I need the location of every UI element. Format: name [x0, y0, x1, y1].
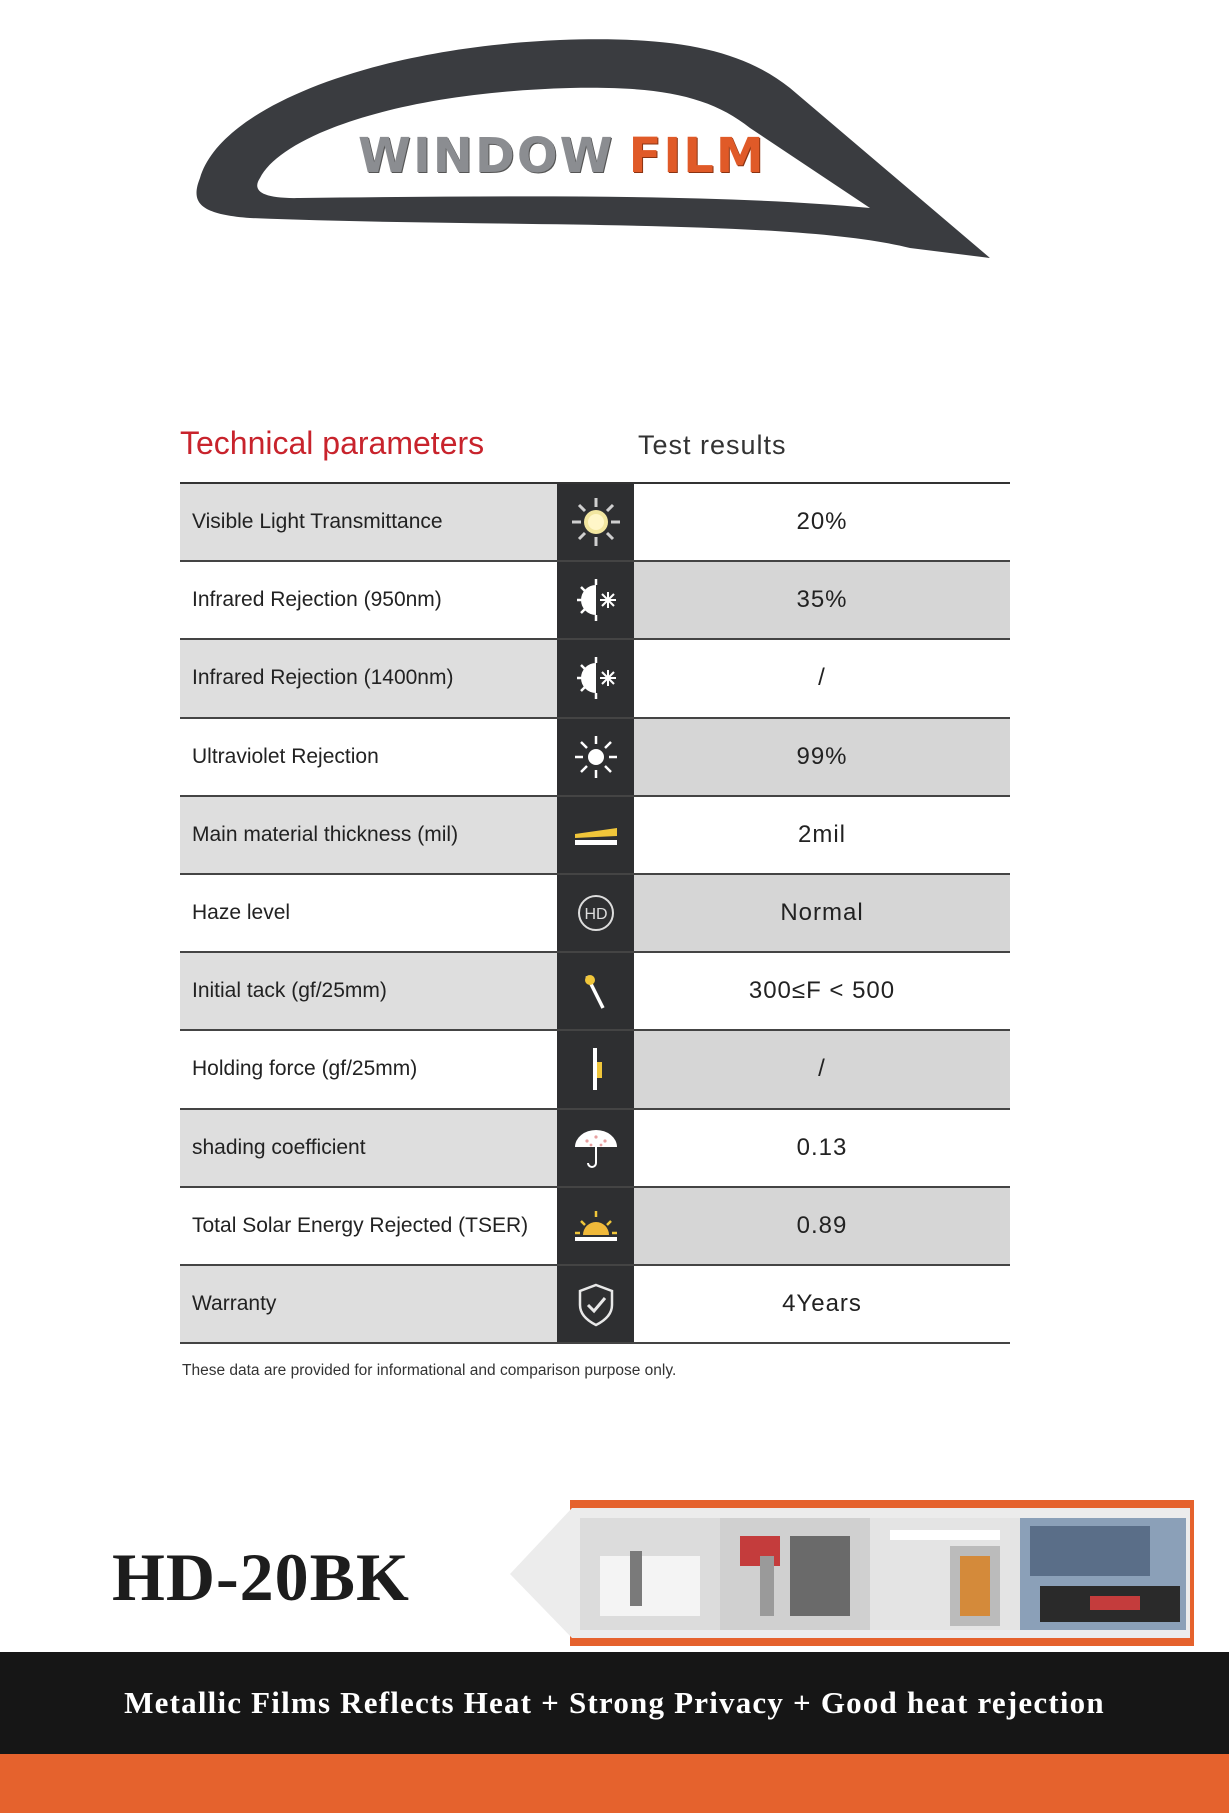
sun-snow-icon [557, 562, 634, 638]
tagline-text: Metallic Films Reflects Heat + Strong Privacy + Good heat rejection [124, 1685, 1105, 1720]
sun-rays-icon [557, 719, 634, 795]
row-value: 300≤F < 500 [634, 953, 1010, 1029]
table-row [180, 953, 1010, 1031]
sun-snow-icon [557, 640, 634, 716]
technical-parameters-heading: Technical parameters [180, 425, 485, 461]
table-row [180, 484, 1010, 562]
row-label: Ultraviolet Rejection [180, 719, 557, 795]
tagline-bar [0, 1652, 1229, 1754]
logo-word-window: WINDOW [358, 128, 615, 184]
tack-pin-icon [557, 953, 634, 1029]
row-label: Holding force (gf/25mm) [180, 1031, 557, 1107]
row-label: Main material thickness (mil) [180, 797, 557, 873]
row-label: Haze level [180, 875, 557, 951]
disclaimer-note: These data are provided for informational and comparison purpose only. [182, 1362, 677, 1379]
row-value: 2mil [634, 797, 1010, 873]
row-label: Warranty [180, 1266, 557, 1342]
umbrella-icon [557, 1110, 634, 1186]
row-label: Visible Light Transmittance [180, 484, 557, 560]
row-value: / [634, 640, 1010, 716]
row-value: 99% [634, 719, 1010, 795]
shield-check-icon [557, 1266, 634, 1342]
hd-circle-icon [557, 875, 634, 951]
row-label: Initial tack (gf/25mm) [180, 953, 557, 1029]
table-row [180, 1188, 1010, 1266]
store-photo-banner [510, 1496, 1194, 1646]
row-label: Infrared Rejection (950nm) [180, 562, 557, 638]
row-label: shading coefficient [180, 1110, 557, 1186]
table-row [180, 640, 1010, 718]
row-value: 35% [634, 562, 1010, 638]
logo-word-film: FILM [628, 128, 766, 184]
table-row [180, 562, 1010, 640]
thickness-layer-icon [557, 797, 634, 873]
row-value: 0.89 [634, 1188, 1010, 1264]
sun-bright-icon [557, 484, 634, 560]
test-results-heading: Test results [638, 430, 787, 460]
table-row [180, 875, 1010, 953]
table-row [180, 1110, 1010, 1188]
sunrise-icon [557, 1188, 634, 1264]
orange-footer-bar [0, 1754, 1229, 1813]
table-row [180, 1266, 1010, 1344]
model-number: HD-20BK [112, 1539, 410, 1615]
window-film-logo [190, 18, 1000, 258]
row-value: 4Years [634, 1266, 1010, 1342]
table-row [180, 719, 1010, 797]
table-row [180, 1031, 1010, 1109]
row-value: 20% [634, 484, 1010, 560]
row-label: Total Solar Energy Rejected (TSER) [180, 1188, 557, 1264]
row-value: 0.13 [634, 1110, 1010, 1186]
row-label: Infrared Rejection (1400nm) [180, 640, 557, 716]
specs-table [180, 482, 1010, 1344]
row-value: / [634, 1031, 1010, 1107]
svg-text:HD: HD [583, 906, 608, 924]
table-row [180, 797, 1010, 875]
row-value: Normal [634, 875, 1010, 951]
holding-bar-icon [557, 1031, 634, 1107]
